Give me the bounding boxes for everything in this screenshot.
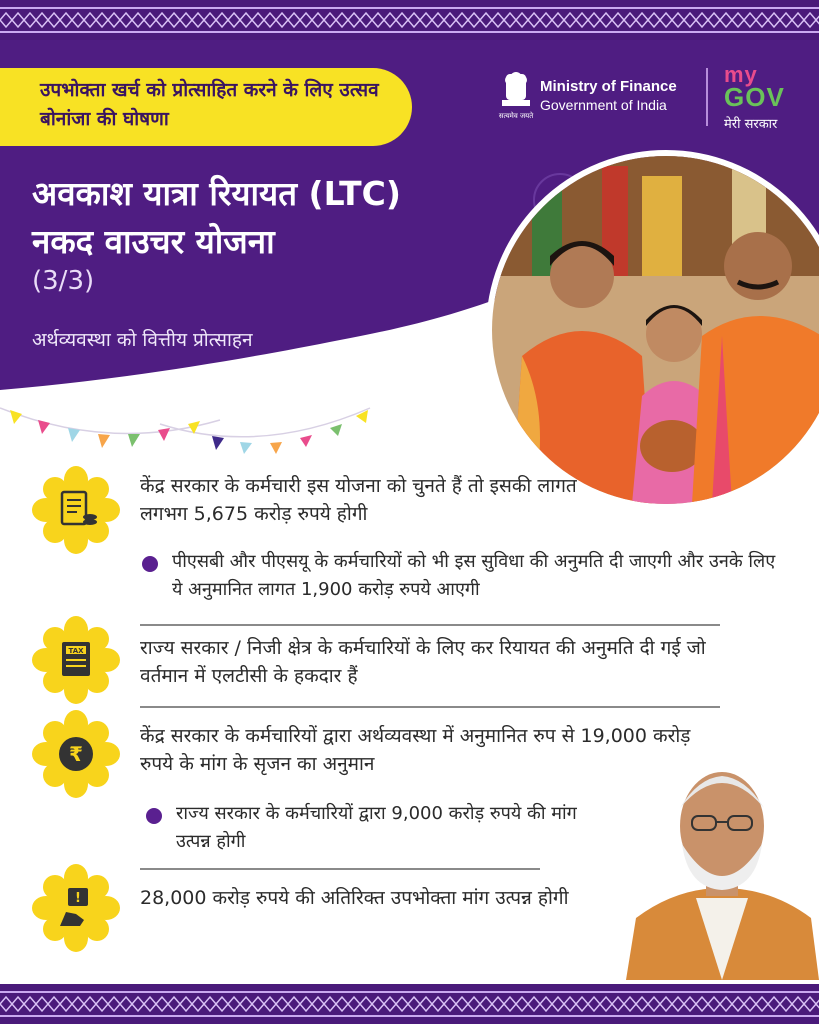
- separator: [140, 868, 540, 870]
- leader-photo: [626, 748, 819, 980]
- bottom-border: [0, 984, 819, 1024]
- item-2-text: राज्य सरकार / निजी क्षेत्र के कर्मचारियों के लिए कर रियायत की अनुमति दी गई जो वर्तमान में एलटीसी के हकदार हैं: [140, 637, 706, 687]
- mygov-my: my: [724, 62, 758, 87]
- title-line-1: अवकाश यात्रा रियायत (LTC): [32, 174, 401, 213]
- item-3-bullet: राज्य सरकार के कर्मचारियों द्वारा 9,000 करोड़ रुपये की मांग उत्पन्न होगी: [176, 800, 616, 856]
- mygov-gov: GOV: [724, 82, 785, 112]
- rupee-icon: [32, 710, 120, 798]
- government-name: Government of India: [540, 97, 667, 113]
- ministry-logo-text: [540, 78, 677, 114]
- separator: [140, 706, 720, 708]
- ashoka-emblem-icon: [496, 68, 536, 122]
- separator: [140, 624, 720, 626]
- top-border: [0, 0, 819, 40]
- emblem-motto: सत्यमेव जयते: [498, 112, 534, 120]
- family-photo: [486, 150, 819, 510]
- mygov-tagline: मेरी सरकार: [724, 117, 778, 132]
- ministry-name: Ministry of Finance: [540, 78, 677, 95]
- title-line-2: नकद वाउचर योजना: [32, 222, 275, 261]
- mygov-logo: [724, 62, 804, 132]
- page-subtitle: अर्थव्यवस्था को वित्तीय प्रोत्साहन: [32, 329, 253, 351]
- tax-label: TAX: [68, 647, 84, 655]
- hand-alert-icon: [32, 864, 120, 952]
- rupee-symbol: ₹: [69, 742, 83, 766]
- item-1-bullet: पीएसबी और पीएसयू के कर्मचारियों को भी इस सुविधा की अनुमति दी जाएगी और उनके लिए ये अनुमानित लागत 1,900 करोड़ रुपये आएगी: [172, 548, 784, 604]
- part-indicator: (3/3): [32, 266, 95, 296]
- document-coins-icon: [32, 466, 120, 554]
- item-4-text: 28,000 करोड़ रुपये की अतिरिक्त उपभोक्ता मांग उत्पन्न होगी: [140, 887, 569, 909]
- page-title: [32, 170, 472, 266]
- item-1-text: केंद्र सरकार के कर्मचारी इस योजना को चुनते हैं तो इसकी लागत लगभग 5,675 करोड़ रुपये होगी: [140, 475, 577, 525]
- tax-document-icon: [32, 616, 120, 704]
- item-3-text: केंद्र सरकार के कर्मचारियों द्वारा अर्थव्यवस्था में अनुमानित रुप से 19,000 करोड़ रुपये के मांग के सृजन का अनुमान: [140, 725, 691, 775]
- festival-bunting: [0, 390, 480, 460]
- logo-divider: [706, 68, 708, 126]
- alert-mark: !: [75, 891, 81, 906]
- tagline-banner: उपभोक्ता खर्च को प्रोत्साहित करने के लिए उत्सव बोनांजा की घोषणा: [0, 68, 412, 146]
